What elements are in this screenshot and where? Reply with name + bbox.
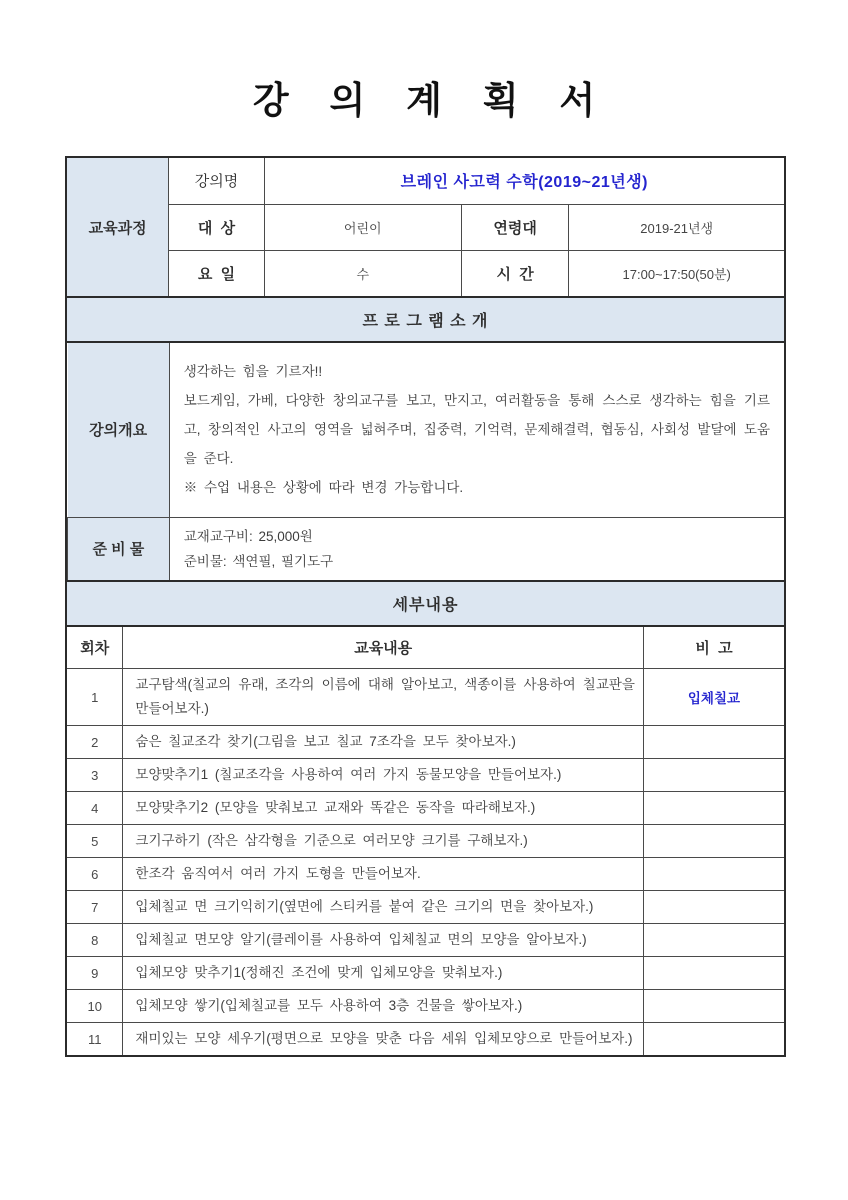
session-note <box>643 825 784 858</box>
overview-line: 보드게임, 가베, 다양한 창의교구를 보고, 만지고, 여러활동을 통해 스스로 생각하는 힘을 기르고, 창의적인 사고의 영역을 넓혀주며, 집중력, 기억력, 문제해결력, 협동심, 사회성 발달에 도움을 준다. <box>183 393 770 467</box>
day-label: 요 일 <box>169 250 264 296</box>
program-intro-band: 프 로 그 램 소 개 <box>67 298 784 341</box>
overview-content-cell <box>169 343 784 517</box>
age-value: 2019-21년생 <box>569 204 784 250</box>
session-number: 9 <box>67 957 123 990</box>
course-name-label: 강의명 <box>169 158 264 204</box>
session-number: 4 <box>67 792 123 825</box>
course-info-table <box>67 158 784 296</box>
overview-line: 생각하는 힘을 기르자!! <box>183 364 323 380</box>
session-content: 교구탐색(칠교의 유래, 조각의 이름에 대해 알아보고, 색종이를 사용하여 칠교판을 만들어보자.) <box>123 669 644 726</box>
time-value: 17:00~17:50(50분) <box>569 250 784 296</box>
session-content: 입체모양 쌓기(입체칠교를 모두 사용하여 3층 건물을 쌓아보자.) <box>123 990 644 1023</box>
details-table <box>67 627 784 1056</box>
session-content: 모양맞추기1 (칠교조각을 사용하여 여러 가지 동물모양을 만들어보자.) <box>123 759 644 792</box>
day-value: 수 <box>264 250 461 296</box>
table-row <box>67 669 784 726</box>
table-row <box>67 792 784 825</box>
table-row <box>67 957 784 990</box>
materials-content-cell <box>169 517 784 580</box>
session-note <box>643 891 784 924</box>
overview-line: ※ 수업 내용은 상황에 따라 변경 가능합니다. <box>183 480 464 496</box>
session-note <box>643 759 784 792</box>
lecture-plan-table <box>65 156 786 1057</box>
table-row <box>67 759 784 792</box>
materials-content <box>170 518 784 580</box>
course-group-label: 교육과정 <box>67 158 169 296</box>
session-note <box>643 726 784 759</box>
table-row <box>67 990 784 1023</box>
session-number: 2 <box>67 726 123 759</box>
overview-label: 강의개요 <box>68 343 170 517</box>
details-section <box>67 625 784 1056</box>
session-number: 5 <box>67 825 123 858</box>
materials-line: 준비물: 색연필, 필기도구 <box>183 553 334 569</box>
table-row <box>67 924 784 957</box>
session-content: 모양맞추기2 (모양을 맞춰보고 교재와 똑같은 동작을 따라해보자.) <box>123 792 644 825</box>
session-note <box>643 792 784 825</box>
session-number: 8 <box>67 924 123 957</box>
table-row <box>67 726 784 759</box>
table-row <box>67 1023 784 1056</box>
session-number: 7 <box>67 891 123 924</box>
document-title: 강 의 계 획 서 <box>252 78 610 122</box>
program-overview-table <box>67 343 784 580</box>
header-note: 비 고 <box>643 627 784 669</box>
overview-content <box>170 344 784 515</box>
session-note <box>643 858 784 891</box>
course-info-section <box>67 158 784 296</box>
session-content: 한조각 움직여서 여러 가지 도형을 만들어보자. <box>123 858 644 891</box>
session-note <box>643 924 784 957</box>
details-band: 세부내용 <box>67 582 784 625</box>
time-label: 시 간 <box>461 250 569 296</box>
session-note <box>643 990 784 1023</box>
program-intro-band-section <box>67 296 784 341</box>
header-session: 회차 <box>67 627 123 669</box>
materials-line: 교재교구비: 25,000원 <box>183 528 313 544</box>
details-band-section <box>67 580 784 625</box>
target-label: 대 상 <box>169 204 264 250</box>
session-content: 크기구하기 (작은 삼각형을 기준으로 여러모양 크기를 구해보자.) <box>123 825 644 858</box>
session-content: 숨은 칠교조각 찾기(그림을 보고 칠교 7조각을 모두 찾아보자.) <box>123 726 644 759</box>
session-note <box>643 1023 784 1056</box>
header-content: 교육내용 <box>123 627 644 669</box>
target-value: 어린이 <box>264 204 461 250</box>
table-row <box>67 858 784 891</box>
session-note <box>643 957 784 990</box>
details-header-row <box>67 627 784 669</box>
session-content: 입체칠교 면 크기익히기(옆면에 스티커를 붙여 같은 크기의 면을 찾아보자.) <box>123 891 644 924</box>
table-row <box>67 825 784 858</box>
session-number: 3 <box>67 759 123 792</box>
age-label: 연령대 <box>461 204 569 250</box>
session-number: 1 <box>67 669 123 726</box>
session-number: 10 <box>67 990 123 1023</box>
program-overview-section <box>67 341 784 580</box>
session-number: 6 <box>67 858 123 891</box>
session-content: 입체칠교 면모양 알기(클레이를 사용하여 입체칠교 면의 모양을 알아보자.) <box>123 924 644 957</box>
table-row <box>67 891 784 924</box>
session-number: 11 <box>67 1023 123 1056</box>
session-note: 입체칠교 <box>643 669 784 726</box>
session-content: 입체모양 맞추기1(정해진 조건에 맞게 입체모양을 맞춰보자.) <box>123 957 644 990</box>
course-name-value: 브레인 사고력 수학(2019~21년생) <box>264 158 784 204</box>
session-content: 재미있는 모양 세우기(평면으로 모양을 맞춘 다음 세워 입체모양으로 만들어보자.) <box>123 1023 644 1056</box>
materials-label: 준 비 물 <box>68 517 170 580</box>
